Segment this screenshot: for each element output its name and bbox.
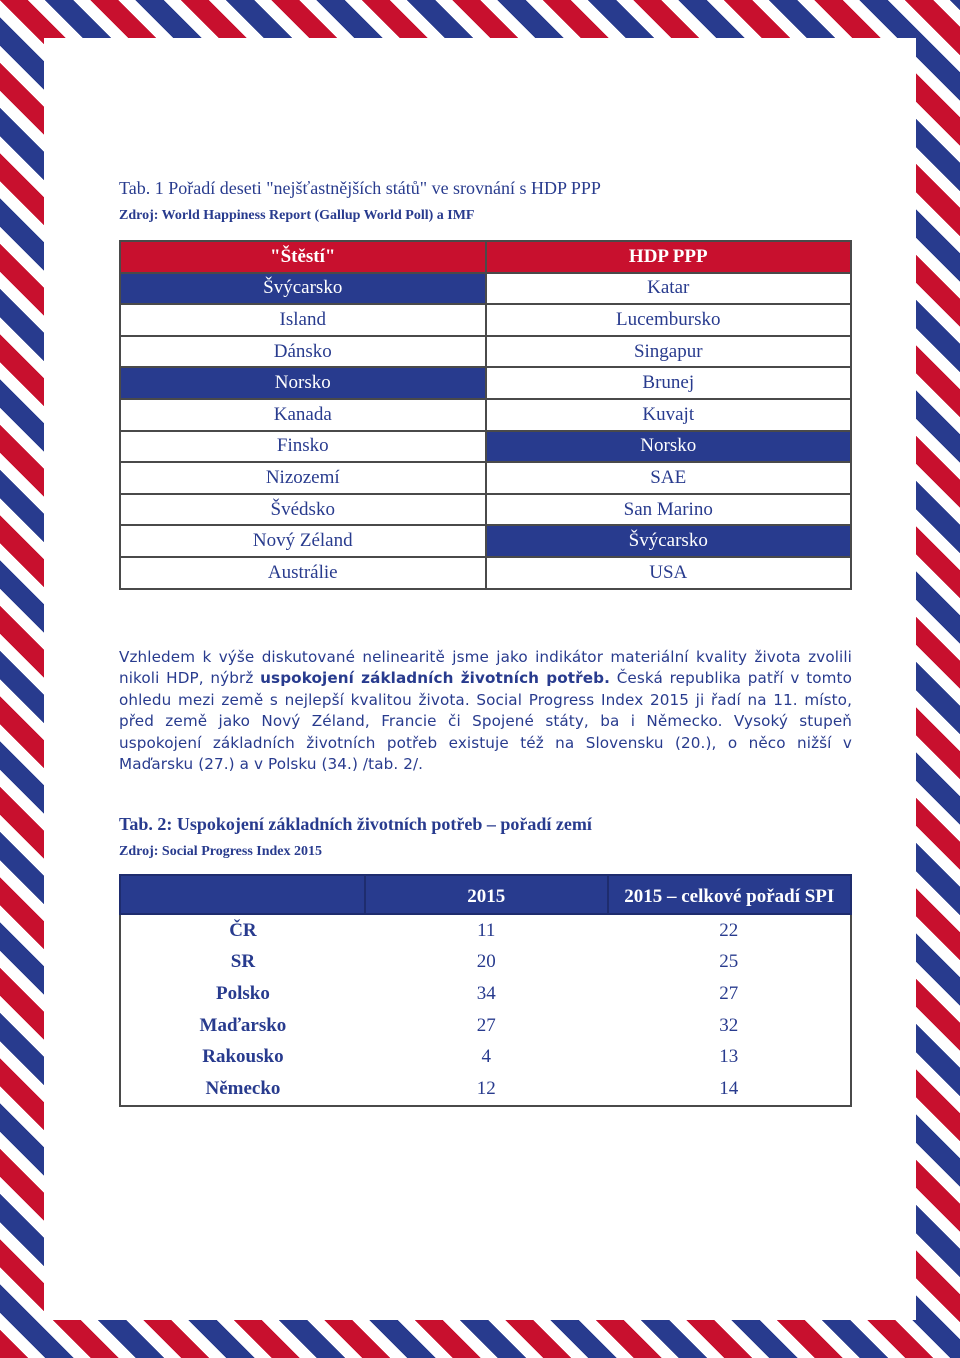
spi-rank-cell: 13 <box>719 1046 739 1068</box>
gdp-rank-cell: USA <box>486 557 852 589</box>
table-row <box>120 978 851 1010</box>
table-row <box>120 367 851 399</box>
table-row <box>120 494 851 526</box>
column-header-country <box>120 875 365 914</box>
table-row <box>120 914 851 947</box>
table-row <box>120 399 851 431</box>
column-header-happiness: "Štěstí" <box>120 241 486 273</box>
table1-source: Zdroj: World Happiness Report (Gallup World Poll) a IMF <box>119 208 475 223</box>
happiness-rank-cell: Austrálie <box>120 557 486 589</box>
happiness-vs-gdp-table <box>119 240 852 590</box>
gdp-rank-cell: Lucembursko <box>486 304 852 336</box>
country-cell: Maďarsko <box>199 1014 287 1036</box>
happiness-rank-cell: Norsko <box>120 367 486 399</box>
country-cell: ČR <box>229 919 257 941</box>
country-cell: SR <box>230 951 256 973</box>
table-row <box>120 525 851 557</box>
happiness-rank-cell: Nizozemí <box>120 462 486 494</box>
table1-title: Tab. 1 Pořadí deseti "nejšťastnějších států" ve srovnání s HDP PPP <box>119 178 601 198</box>
spi-rank-cell: 22 <box>719 919 739 941</box>
table2-source: Zdroj: Social Progress Index 2015 <box>119 844 323 859</box>
happiness-rank-cell: Island <box>120 304 486 336</box>
rank-2015-cell: 11 <box>477 919 496 941</box>
country-cell: Rakousko <box>202 1046 284 1068</box>
spi-rank-cell: 27 <box>719 982 739 1004</box>
spi-rank-cell: 25 <box>719 951 739 973</box>
table-row <box>120 273 851 305</box>
happiness-rank-cell: Finsko <box>120 431 486 463</box>
country-cell: Německo <box>205 1077 281 1099</box>
happiness-rank-cell: Kanada <box>120 399 486 431</box>
paragraph-text-1: Vzhledem k výše diskutované nelinearitě jsme jako indikátor materiální kvality života zvolili nikoli HDP, nýbrž <box>119 648 852 688</box>
column-header-gdp-ppp: HDP PPP <box>486 241 852 273</box>
happiness-rank-cell: Dánsko <box>120 336 486 368</box>
rank-2015-cell: 27 <box>476 1014 496 1036</box>
gdp-rank-cell: SAE <box>486 462 852 494</box>
gdp-rank-cell: Brunej <box>486 367 852 399</box>
rank-2015-cell: 34 <box>476 982 496 1004</box>
rank-2015-cell: 20 <box>476 951 496 973</box>
table-row <box>120 1073 851 1106</box>
rank-2015-cell: 12 <box>476 1077 496 1099</box>
happiness-rank-cell: Švýcarsko <box>120 273 486 305</box>
table-row <box>120 947 851 979</box>
table-header-row <box>120 241 851 273</box>
spi-rank-cell: 32 <box>719 1014 739 1036</box>
gdp-rank-cell: Kuvajt <box>486 399 852 431</box>
table-row <box>120 1010 851 1042</box>
paragraph-bold-text: uspokojení základních životních potřeb. <box>260 669 610 688</box>
column-header-2015: 2015 <box>365 875 608 914</box>
spi-rank-cell: 14 <box>719 1077 739 1099</box>
happiness-rank-cell: Nový Zéland <box>120 525 486 557</box>
paragraph-text-2: Česká republika patří v tomto ohledu mezi země s nejlepší kvalitou života. Social Progress Index 2015 ji řadí na 11. místo, před země jako Nový Zéland, Francie či Spojené státy, ba i Německo. Vysoký stupeň uspokojení základních životních potřeb existuje též na Slovensku (20.), o něco nižší v Maďarsku (27.) a v Polsku (34.) /tab. 2/. <box>119 669 852 774</box>
table-row <box>120 304 851 336</box>
table-row <box>120 462 851 494</box>
table2-title: Tab. 2: Uspokojení základních životních potřeb – pořadí zemí <box>119 814 592 834</box>
basic-needs-ranking-table <box>119 874 852 1107</box>
column-header-spi-rank: 2015 – celkové pořadí SPI <box>608 875 851 914</box>
gdp-rank-cell: Norsko <box>486 431 852 463</box>
table-row <box>120 1041 851 1073</box>
table-header-row <box>120 875 851 914</box>
table-row <box>120 557 851 589</box>
gdp-rank-cell: Švýcarsko <box>486 525 852 557</box>
rank-2015-cell: 4 <box>481 1046 491 1068</box>
gdp-rank-cell: Katar <box>486 273 852 305</box>
table-row <box>120 336 851 368</box>
gdp-rank-cell: San Marino <box>486 494 852 526</box>
happiness-rank-cell: Švédsko <box>120 494 486 526</box>
country-cell: Polsko <box>216 982 270 1004</box>
body-paragraph <box>119 647 852 775</box>
gdp-rank-cell: Singapur <box>486 336 852 368</box>
table-row <box>120 431 851 463</box>
